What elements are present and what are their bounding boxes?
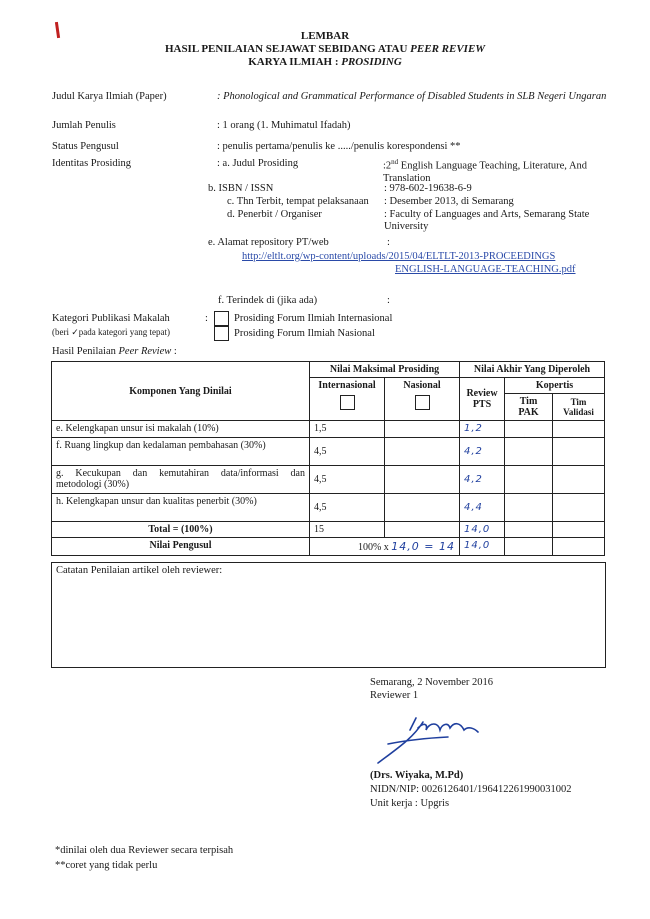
- status-label: Status Pengusul: [52, 141, 119, 152]
- total-timvalidasi: [553, 522, 605, 538]
- total-label: Total = (100%): [52, 522, 310, 538]
- place-date: Semarang, 2 November 2016: [370, 677, 494, 688]
- total-timpak: [505, 522, 553, 538]
- hasil-label: [52, 346, 177, 357]
- total-score: 14,0: [460, 522, 505, 538]
- total-max: 15: [310, 522, 385, 538]
- row-timpak: [505, 438, 553, 466]
- internasional-col-checkbox[interactable]: [340, 395, 355, 410]
- kategori-hint: (beri ✓pada kategori yang tepat): [52, 327, 170, 337]
- footnote-1: *dinilai oleh dua Reviewer secara terpisah: [55, 845, 234, 856]
- reviewer-name: (Drs. Wiyaka, M.Pd): [370, 770, 464, 781]
- komponen-header: Komponen Yang Dinilai: [52, 362, 310, 421]
- row-timpak: [505, 466, 553, 494]
- table-row: [52, 421, 605, 438]
- subtitle2-italic: PROSIDING: [341, 56, 402, 68]
- review-table: [51, 361, 605, 556]
- row-label: f. Ruang lingkup dan kedalaman pembahasan (30%): [52, 438, 310, 466]
- nasional-col: [385, 378, 460, 421]
- review-pts-header: Review PTS: [460, 378, 505, 421]
- pengusul-score: 14,0: [460, 538, 505, 556]
- penerbit-label: d. Penerbit / Organiser: [227, 209, 322, 220]
- prosiding-num: :2: [383, 160, 392, 172]
- reviewer-role: Reviewer 1: [370, 690, 419, 701]
- pengusul-label: Nilai Pengusul: [52, 538, 310, 556]
- doc-subtitle-2: [0, 56, 650, 69]
- doc-subtitle: [0, 43, 650, 56]
- signature-image: [368, 708, 518, 768]
- hasil-colon: :: [171, 346, 177, 357]
- indexed-colon: :: [387, 295, 390, 306]
- status-value: : penulis pertama/penulis ke ...../penulis korespondensi **: [217, 141, 461, 152]
- row-max: 4,5: [310, 494, 385, 522]
- row-nasional: [385, 421, 460, 438]
- subtitle-italic: PEER REVIEW: [410, 43, 486, 55]
- repository-label: e. Alamat repository PT/web: [208, 237, 329, 248]
- row-label: h. Kelengkapan unsur dan kualitas penerbit (30%): [52, 494, 310, 522]
- judul-label: Judul Karya Ilmiah (Paper): [52, 91, 167, 102]
- repository-link-2[interactable]: ENGLISH-LANGUAGE-TEACHING.pdf: [395, 264, 576, 275]
- jumlah-value: : 1 orang (1. Muhimatul Ifadah): [217, 120, 351, 131]
- judul-prosiding-label: : a. Judul Prosiding: [217, 158, 299, 169]
- judul-prosiding-value: [383, 156, 608, 185]
- tim-validasi-header: Tim Validasi: [553, 394, 605, 421]
- akhir-header: Nilai Akhir Yang Diperoleh: [460, 362, 605, 378]
- identitas-label: Identitas Prosiding: [52, 158, 132, 169]
- row-max: 4,5: [310, 438, 385, 466]
- prosiding-name: English Language Teaching, Literature, And Translation: [383, 160, 588, 184]
- internasional-option: Prosiding Forum Ilmiah Internasional: [234, 313, 393, 324]
- row-score: 4,2: [460, 466, 505, 494]
- nasional-option: Prosiding Forum Ilmiah Nasional: [234, 328, 375, 339]
- comments-box[interactable]: [51, 562, 606, 668]
- comments-label: Catatan Penilaian artikel oleh reviewer:: [56, 565, 223, 576]
- kategori-colon: :: [205, 313, 208, 324]
- pengusul-formula: 100% x: [357, 542, 392, 553]
- maks-header: Nilai Maksimal Prosiding: [310, 362, 460, 378]
- nasional-col-checkbox[interactable]: [415, 395, 430, 410]
- row-max: 4,5: [310, 466, 385, 494]
- total-nasional: [385, 522, 460, 538]
- row-nasional: [385, 466, 460, 494]
- repository-link-1[interactable]: http://eltlt.org/wp-content/uploads/2015/04/ELTLT-2013-PROCEEDINGS: [242, 251, 556, 262]
- row-timvalidasi: [553, 421, 605, 438]
- row-timvalidasi: [553, 494, 605, 522]
- row-score: 4,4: [460, 494, 505, 522]
- row-label: g. Kecukupan dan kemutahiran data/informasi dan metodologi (30%): [52, 466, 310, 494]
- tim-pak-header: Tim PAK: [505, 394, 553, 421]
- hasil-text: Hasil Penilaian: [52, 346, 119, 357]
- prosiding-sup: nd: [391, 158, 399, 166]
- row-timpak: [505, 421, 553, 438]
- row-score: 1,2: [460, 421, 505, 438]
- reviewer-unit: Unit kerja : Upgris: [370, 798, 450, 809]
- table-row: [52, 494, 605, 522]
- row-timvalidasi: [553, 466, 605, 494]
- jumlah-label: Jumlah Penulis: [52, 120, 116, 131]
- indexed-label: f. Terindek di (jika ada): [218, 295, 318, 306]
- pengusul-formula-cell: [310, 538, 460, 556]
- internasional-col: [310, 378, 385, 421]
- pengusul-timvalidasi: [553, 538, 605, 556]
- hasil-italic: Peer Review: [118, 346, 172, 357]
- terbit-value: : Desember 2013, di Semarang: [384, 196, 514, 207]
- nasional-checkbox[interactable]: [214, 326, 229, 341]
- footnote-2: **coret yang tidak perlu: [55, 860, 158, 871]
- row-timpak: [505, 494, 553, 522]
- subtitle-text: HASIL PENILAIAN SEJAWAT SEBIDANG ATAU: [164, 43, 411, 55]
- isbn-label: b. ISBN / ISSN: [208, 183, 274, 194]
- internasional-col-label: Internasional: [318, 380, 376, 391]
- reviewer-nidn: NIDN/NIP: 0026126401/196412261990031002: [370, 784, 572, 795]
- row-max: 1,5: [310, 421, 385, 438]
- repository-colon: :: [387, 237, 390, 248]
- kategori-label: Kategori Publikasi Makalah: [52, 313, 170, 324]
- internasional-checkbox[interactable]: [214, 311, 229, 326]
- row-nasional: [385, 438, 460, 466]
- table-row: [52, 438, 605, 466]
- terbit-label: c. Thn Terbit, tempat pelaksanaan: [227, 196, 369, 207]
- row-score: 4,2: [460, 438, 505, 466]
- row-timvalidasi: [553, 438, 605, 466]
- nasional-col-label: Nasional: [403, 380, 441, 391]
- row-label: e. Kelengkapan unsur isi makalah (10%): [52, 421, 310, 438]
- pengusul-row: [52, 538, 605, 556]
- subtitle2-text: KARYA ILMIAH :: [248, 56, 342, 68]
- judul-value: : Phonological and Grammatical Performance of Disabled Students in SLB Negeri Ungaran: [217, 91, 607, 102]
- row-nasional: [385, 494, 460, 522]
- pengusul-timpak: [505, 538, 553, 556]
- isbn-value: : 978-602-19638-6-9: [384, 183, 472, 194]
- table-row: [52, 466, 605, 494]
- pengusul-handwritten: 14,0 = 14: [391, 540, 455, 553]
- doc-title: LEMBAR: [300, 30, 350, 42]
- penerbit-value: : Faculty of Languages and Arts, Semarang State University: [384, 209, 590, 232]
- kopertis-header: Kopertis: [505, 378, 605, 394]
- total-row: [52, 522, 605, 538]
